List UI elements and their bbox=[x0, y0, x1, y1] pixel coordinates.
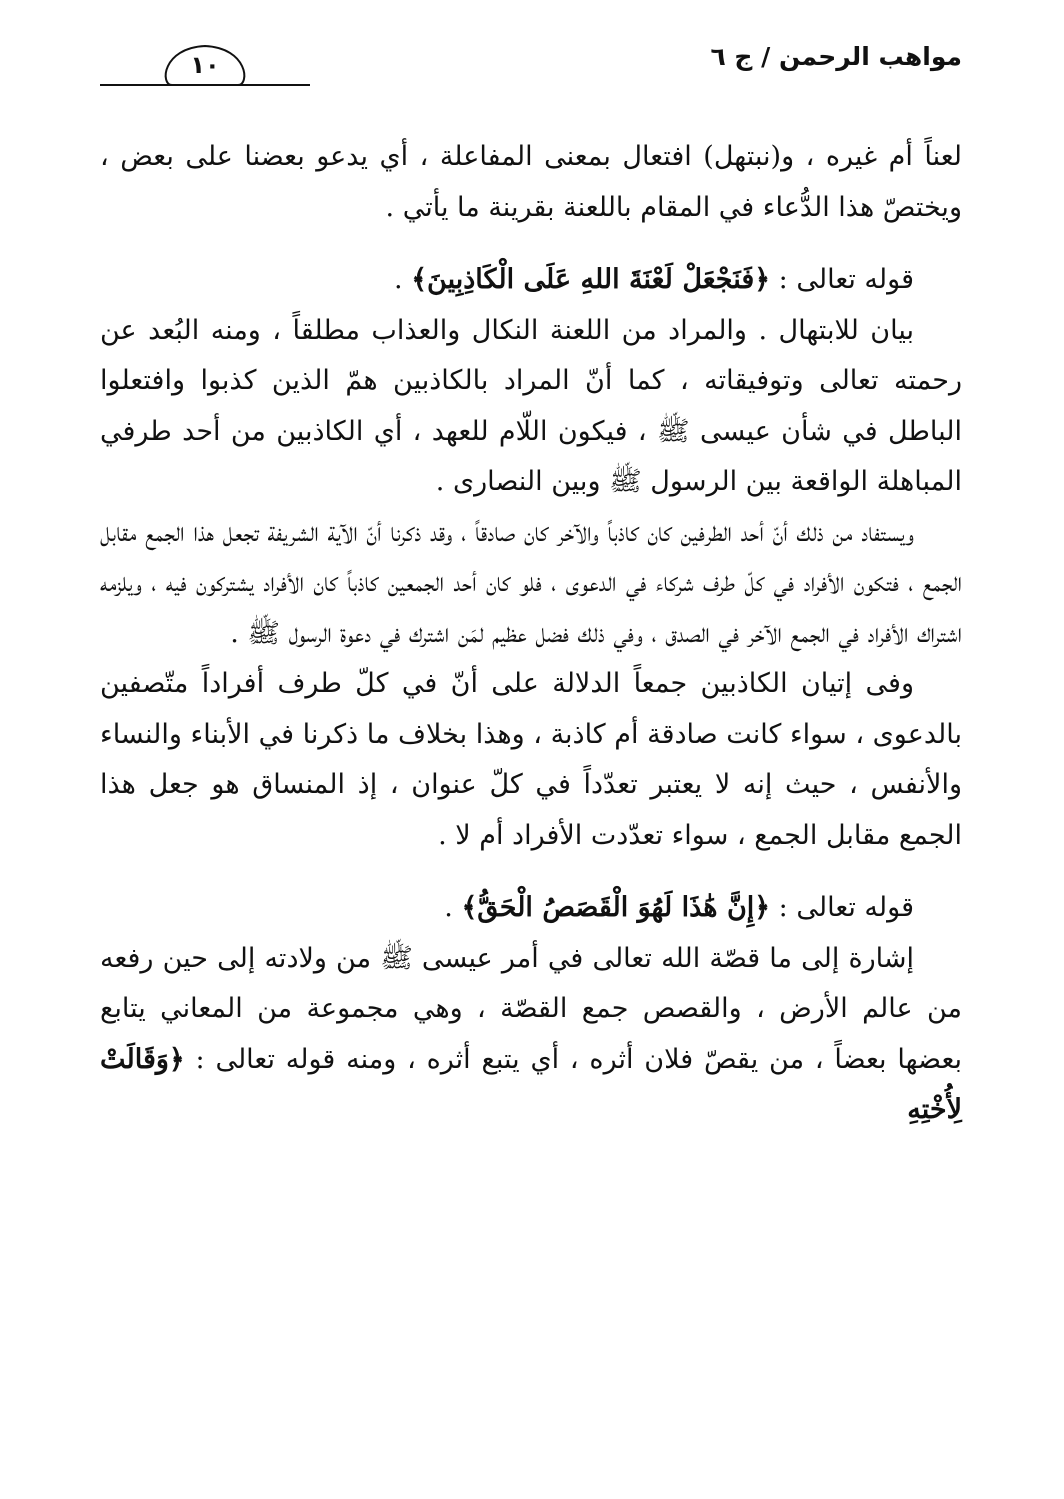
spacer bbox=[100, 861, 962, 883]
paragraph: ويستفاد من ذلك أنّ أحد الطرفين كان كاذباً والآخر كان صادقاً ، وقد ذكرنا أنّ الآية الشريفة تجعل هذا الجمع مقابل الجمع ، فتكون الأفراد في كلّ طرف شركاء في الدعوى ، فلو كان أحد الجمعين كاذباً كان الأفراد يشتركون فيه ، ويلزمه اشتراك الأفراد في الجمع الآخر في الصدق ، وفي ذلك فضل عظيم لمَن اشترك في دعوة الرسول ﷺ . bbox=[100, 516, 962, 649]
verse-heading bbox=[100, 255, 962, 306]
spacer bbox=[100, 233, 962, 255]
verse-intro: قوله تعالى : bbox=[770, 264, 914, 295]
verse-end: . bbox=[394, 264, 412, 295]
running-title: مواهب الرحمن / ج ٦ bbox=[710, 42, 962, 71]
paragraph: لعناً أم غيره ، و(نبتهل) افتعال بمعنى المفاعلة ، أي يدعو بعضنا على بعض ، ويختصّ هذا الدُّعاء في المقام باللعنة بقرينة ما يأتي . bbox=[100, 141, 962, 223]
verse-intro: قوله تعالى : bbox=[770, 892, 914, 923]
verse-heading bbox=[100, 883, 962, 934]
paragraph bbox=[100, 934, 962, 1136]
verse-end: . bbox=[444, 892, 462, 923]
page-number: ١٠ bbox=[190, 51, 220, 79]
page-body bbox=[100, 132, 962, 1136]
page-header bbox=[100, 38, 962, 90]
quranic-quote: ﴿وَقَالَتْ لِأُخْتِهِ bbox=[100, 1043, 962, 1125]
page-number-badge bbox=[100, 38, 310, 90]
quranic-quote: ﴿إِنَّ هَٰذَا لَهُوَ الْقَصَصُ الْحَقُّ﴾ bbox=[461, 892, 771, 923]
paragraph: بيان للابتهال . والمراد من اللعنة النكال والعذاب مطلقاً ، ومنه البُعد عن رحمته تعالى وتوفيقاته ، كما أنّ المراد بالكاذبين همّ الذين كذبوا وافتعلوا الباطل في شأن عيسى ﷺ ، فيكون اللّام للعهد ، أي الكاذبين من أحد طرفي المباهلة الواقعة بين الرسول ﷺ وبين النصارى . bbox=[100, 314, 962, 497]
paragraph-text: إشارة إلى ما قصّة الله تعالى في أمر عيسى ﷺ من ولادته إلى حين رفعه من عالم الأرض ، والقصص جمع القصّة ، وهي مجموعة من المعاني يتابع بعضها بعضاً ، من يقصّ فلان أثره ، أي يتبع أثره ، ومنه قوله تعالى : bbox=[100, 942, 962, 1075]
paragraph: وفى إتيان الكاذبين جمعاً الدلالة على أنّ في كلّ طرف أفراداً متّصفين بالدعوى ، سواء كانت صادقة أم كاذبة ، وهذا بخلاف ما ذكرنا في الأبناء والنساء والأنفس ، حيث إنه لا يعتبر تعدّداً في كلّ عنوان ، إذ المنساق هو جعل هذا الجمع مقابل الجمع ، سواء تعدّدت الأفراد أم لا . bbox=[100, 668, 962, 851]
quranic-quote: ﴿فَنَجْعَلْ لَعْنَةَ اللهِ عَلَى الْكَاذِبِينَ﴾ bbox=[411, 264, 771, 295]
